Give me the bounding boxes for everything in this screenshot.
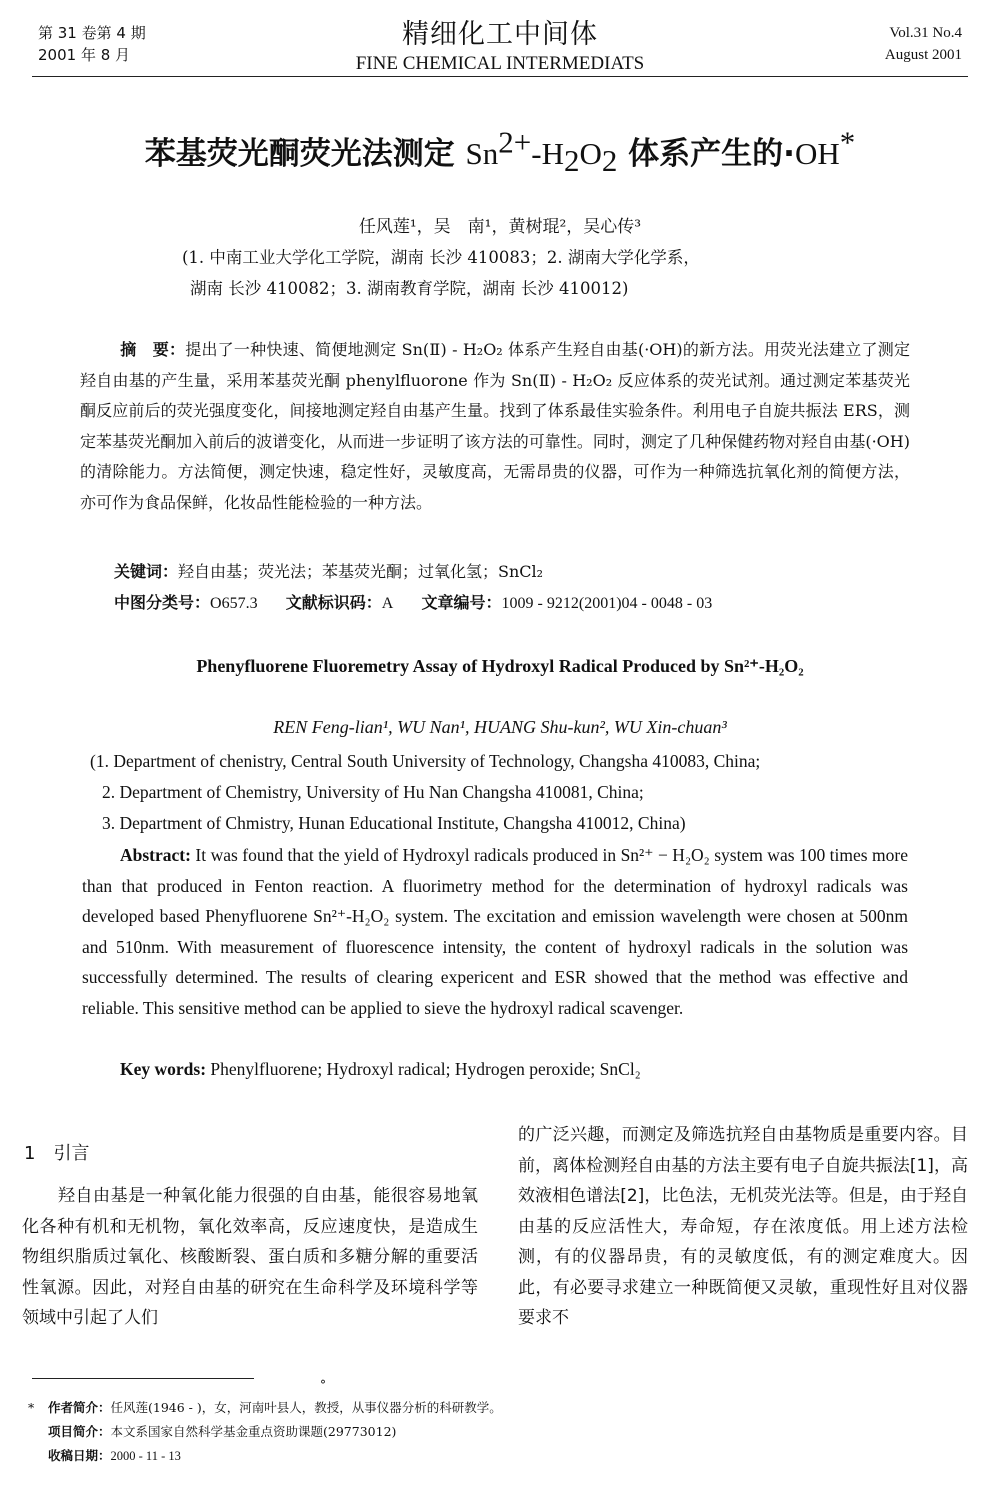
affiliation-line-en: 3. Department of Chmistry, Hunan Educational Institute, Changsha 410012, China) <box>102 813 686 833</box>
title-sub-2: 2 <box>601 143 618 179</box>
keywords-label-en: Key words: <box>120 1059 207 1079</box>
keywords-cn <box>114 559 543 582</box>
journal-name-cn: 精细化工中间体 <box>402 19 598 50</box>
abstract-text-cn: 提出了一种快速、简便地测定 Sn(Ⅱ) - H₂O₂ 体系产生羟自由基(·OH)的新方法。用荧光法建立了测定羟自由基的产生量，采用苯基荧光酮 phenylfluorone 作为 Sn(Ⅱ) - H₂O₂ 反应体系的荧光试剂。通过测定苯基荧光酮反应前后的荧光强度变化，间接地测定羟自由基产生量。找到了体系最佳实验条件。利用电子自旋共振法 ERS，测定苯基荧光酮加入前后的波谱变化，从而进一步证明了该方法的可靠性。同时，测定了几种保健药物对羟自由基(·OH)的清除能力。方法简便，测定快速，稳定性好，灵敏度高，无需昂贵的仪器，可作为一种筛选抗氧化剂的简便方法，亦可作为食品保鲜，化妆品性能检验的一种方法。 <box>80 340 910 512</box>
footnote-received-date: 2000 - 11 - 13 <box>110 1449 181 1463</box>
abstract-label-en: Abstract: <box>120 845 191 865</box>
keywords-text-en: Phenylfluorene; Hydroxyl radical; Hydrogen peroxide; SnCl₂ <box>210 1059 641 1079</box>
affiliation-line: 湖南 长沙 410082；3. 湖南教育学院，湖南 长沙 410012) <box>190 279 629 298</box>
title-suffix: 体系产生的· <box>617 136 795 172</box>
title-oh: OH <box>794 136 840 171</box>
issue-info-en <box>885 22 962 66</box>
footnote-dot: ° <box>320 1378 326 1392</box>
article-number-value: 1009 - 9212(2001)04 - 0048 - 03 <box>501 595 713 612</box>
footnote-rule <box>32 1378 254 1379</box>
footnote-project-label: 项目简介： <box>48 1424 111 1439</box>
footnote-author <box>28 1397 502 1419</box>
article-number-label: 文章编号： <box>421 593 502 612</box>
clc-value: O657.3 <box>210 595 258 612</box>
paper-title-en: Phenyfluorene Fluoremetry Assay of Hydroxyl Radical Produced by Sn²⁺-H₂O₂ <box>196 656 804 676</box>
keywords-text-cn: 羟自由基；荧光法；苯基荧光酮；过氧化氢；SnCl₂ <box>178 562 544 581</box>
volume-en: Vol.31 No.4 <box>889 25 962 41</box>
footnote-project-text: 本文系国家自然科学基金重点资助课题(29773012) <box>110 1424 397 1439</box>
affiliation-line-en: (1. Department of chenistry, Central South University of Technology, Changsha 410083, China; <box>90 751 761 771</box>
footnote-star: * <box>28 1400 35 1415</box>
keywords-label-cn: 关键词： <box>114 562 179 581</box>
footnote-project <box>48 1421 396 1443</box>
authors-en: REN Feng-lian¹, WU Nan¹, HUANG Shu-kun², WU Xin-chuan³ <box>273 717 727 737</box>
volume-cn: 第 31 卷第 4 期 <box>38 24 146 42</box>
affiliation-line: (1. 中南工业大学化工学院，湖南 长沙 410083；2. 湖南大学化学系， <box>182 248 700 267</box>
date-en: August 2001 <box>884 47 962 63</box>
abstract-label-cn: 摘 要： <box>120 340 186 359</box>
doc-code-value: A <box>381 595 394 612</box>
authors-cn: 任风莲¹，吴 南¹，黄树琨²，吴心传³ <box>358 217 642 237</box>
title-chem-h: -H <box>531 136 564 171</box>
affiliation-line-en: 2. Department of Chemistry, University of Hu Nan Changsha 410081, China; <box>102 782 644 802</box>
classification-line <box>114 590 712 613</box>
doc-code-label: 文献标识码： <box>285 593 382 612</box>
footnote-author-text: 任风莲(1946 - )，女，河南叶县人，教授，从事仪器分析的科研教学。 <box>110 1400 502 1415</box>
footnote-received <box>48 1445 181 1467</box>
journal-masthead <box>0 12 1000 75</box>
section-heading: 1 引言 <box>24 1143 90 1164</box>
body-text-left-column: 羟自由基是一种氧化能力很强的自由基，能很容易地氧化各种有机和无机物，氧化效率高，反应速度快，是造成生物组织脂质过氧化、核酸断裂、蛋白质和多糖分解的重要活性氧源。因此，对羟自由基的研究在生命科学及环境科学等领域中引起了人们 <box>22 1186 478 1328</box>
affiliations-en <box>90 746 760 839</box>
paper-title-cn <box>0 124 1000 179</box>
clc-label: 中图分类号： <box>114 593 211 612</box>
title-sup-charge: 2+ <box>498 124 532 160</box>
title-sub-1: 2 <box>564 143 580 179</box>
keywords-en <box>120 1059 641 1080</box>
affiliations-cn <box>182 242 700 304</box>
body-text-right-column: 的广泛兴趣，而测定及筛选抗羟自由基物质是重要内容。目前，离体检测羟自由基的方法主要有电子自旋共振法[1]，高效液相色谱法[2]，比色法，无机荧光法等。但是，由于羟自由基的反应活性大，寿命短，存在浓度低。用上述方法检测，有的仪器昂贵，有的灵敏度低，有的测定难度大。因此，有必要寻求建立一种既简便又灵敏，重现性好且对仪器要求不 <box>518 1125 968 1328</box>
title-prefix: 苯基荧光酮荧光法测定 <box>144 136 466 172</box>
title-footnote-mark: * <box>839 124 856 160</box>
title-chem-o: O <box>579 136 602 171</box>
header-rule <box>32 76 968 77</box>
abstract-text-en: It was found that the yield of Hydroxyl radicals produced in Sn²⁺ − H₂O₂ system was 100 times more than that produced in Fenton reaction. A fluorimetry method for the determination of hydroxyl radicals was developed based Phenyfluorene Sn²⁺-H₂O₂ system. The excitation and emission wavelength were chosen at 500nm and 510nm. With measurement of fluorescence intensity, the content of hydroxyl radicals in the solution was successfully determined. The results of clearing expericent and ESR showed that the method was effective and reliable. This sensitive method can be applied to sieve the hydroxyl radical scavenger. <box>82 845 909 1018</box>
footnote-author-label: 作者简介： <box>48 1400 111 1415</box>
footnote-received-label: 收稿日期： <box>48 1448 111 1463</box>
abstract-en <box>82 840 908 1024</box>
abstract-cn <box>80 335 910 519</box>
journal-name-en: FINE CHEMICAL INTERMEDIATS <box>355 53 645 74</box>
title-chem-sn: Sn <box>465 136 499 171</box>
date-cn: 2001 年 8 月 <box>38 46 131 64</box>
